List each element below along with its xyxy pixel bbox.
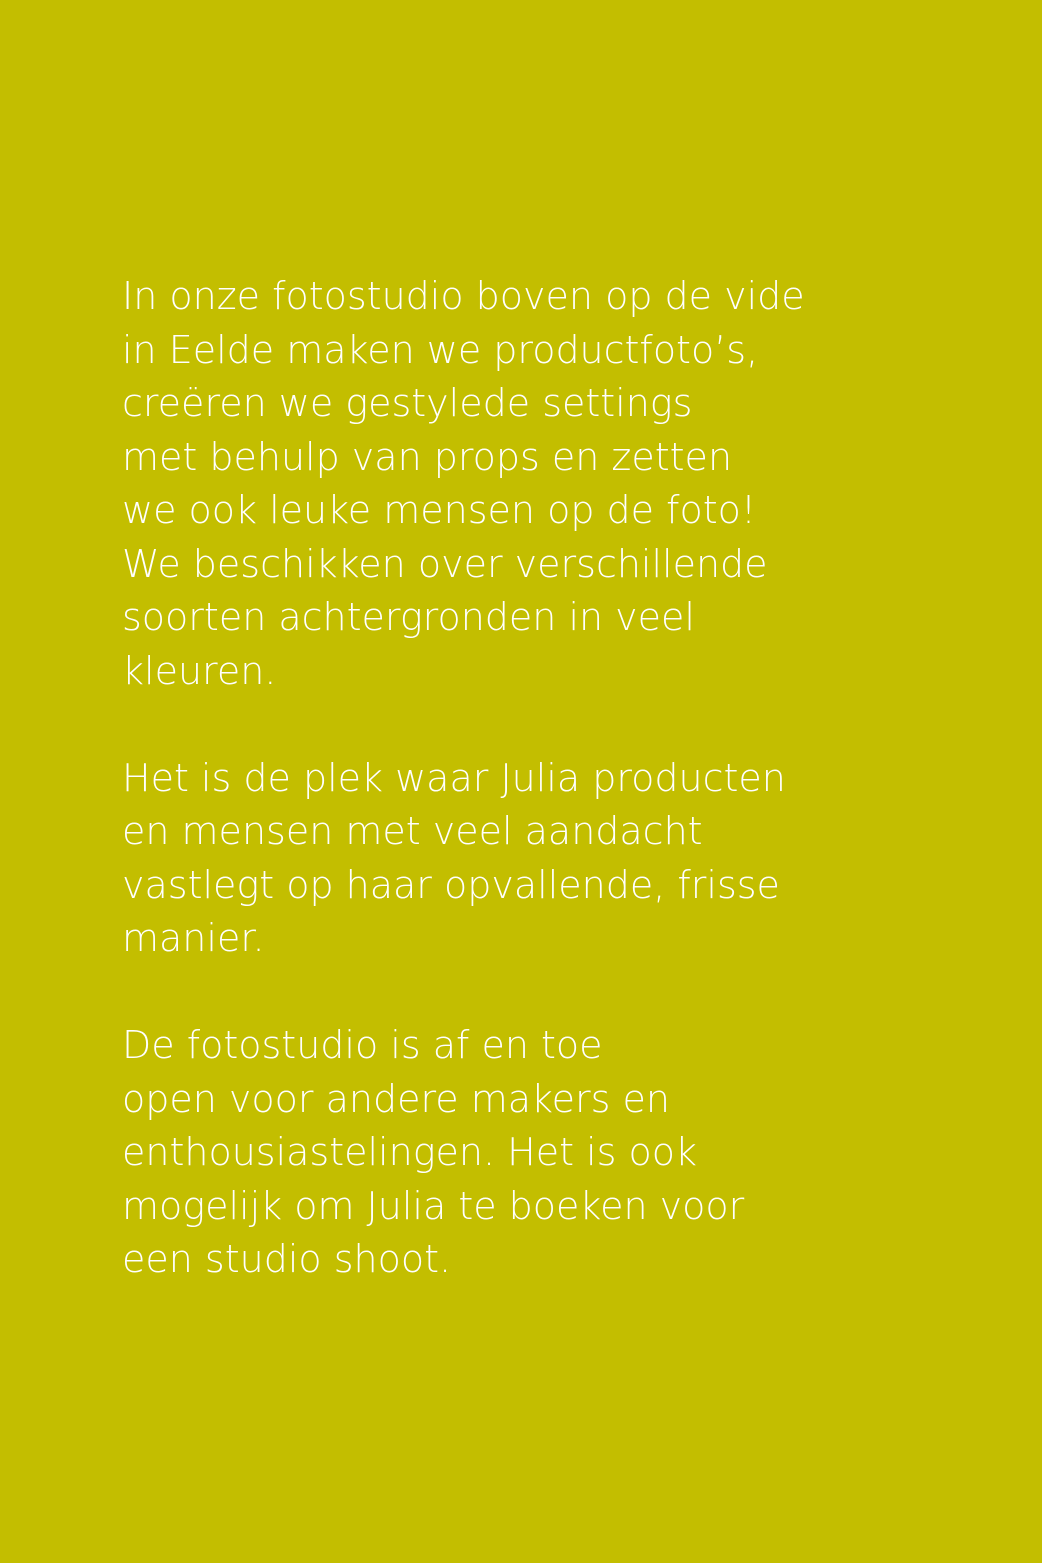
paragraph-booking [122, 1019, 1002, 1287]
text-line: met behulp van props en zetten [122, 434, 733, 479]
text-line: De fotostudio is af en toe [122, 1023, 603, 1067]
text-line: in Eelde maken we productfoto’s, [122, 327, 759, 372]
text-line: enthousiastelingen. Het is ook [122, 1130, 697, 1174]
text-line: Het is de plek waar Julia producten [122, 755, 786, 800]
text-line: mogelijk om Julia te boeken voor [122, 1183, 745, 1228]
text-line: creëren we gestylede settings [122, 381, 693, 425]
paragraph-julia [122, 752, 1002, 966]
body-text [122, 270, 1002, 1340]
text-line: we ook leuke mensen op de foto! [122, 488, 757, 532]
text-line: kleuren. [122, 648, 277, 693]
text-line: manier. [122, 916, 265, 960]
text-line: een studio shoot. [122, 1237, 452, 1281]
text-line: soorten achtergronden in veel [122, 595, 695, 639]
text-line: vastlegt op haar opvallende, frisse [122, 862, 780, 907]
text-line: We beschikken over verschillende [122, 541, 768, 586]
paragraph-studio-intro [122, 270, 1002, 698]
text-line: In onze fotostudio boven op de vide [122, 274, 805, 318]
text-line: open voor andere makers en [122, 1076, 671, 1121]
text-line: en mensen met veel aandacht [122, 809, 703, 853]
